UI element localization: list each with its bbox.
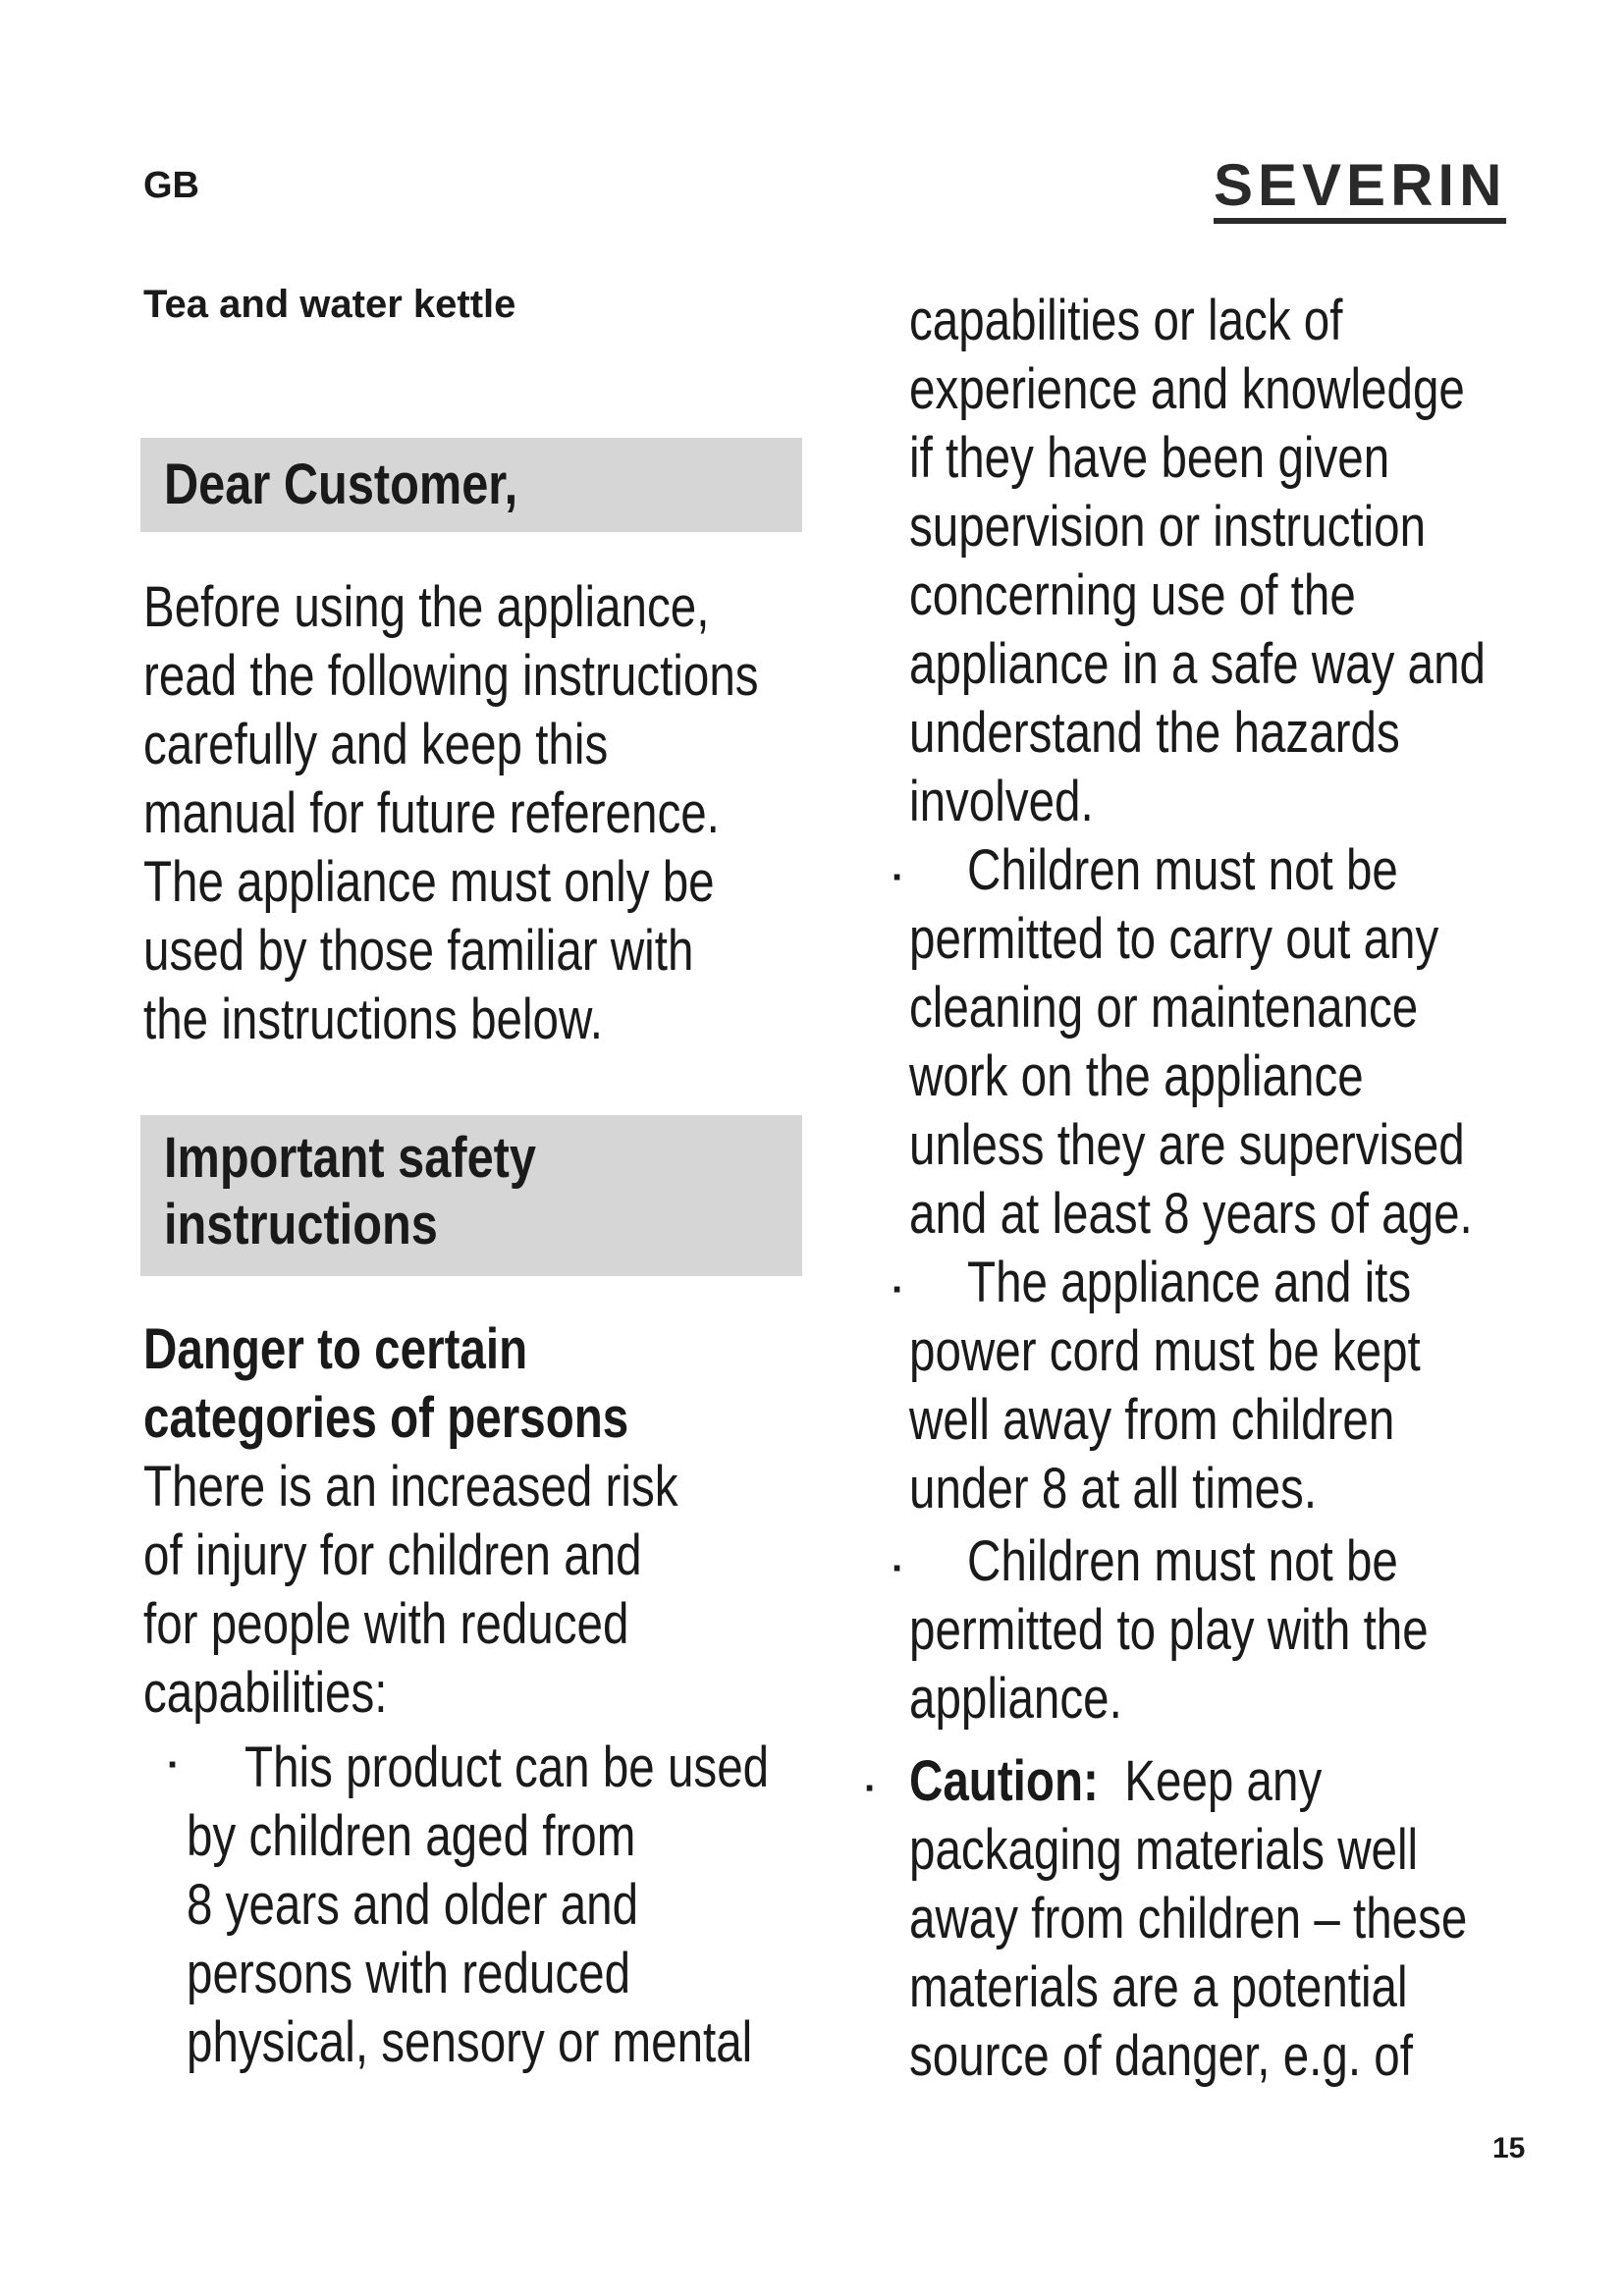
text-line: read the following instructions: [143, 644, 759, 708]
text-line: physical, sensory or mental: [187, 2010, 753, 2074]
safety-heading-line: instructions: [164, 1193, 438, 1256]
text-line: under 8 at all times.: [909, 1457, 1318, 1521]
text-line: used by those familiar with: [143, 919, 694, 983]
text-line: 8 years and older and: [187, 1873, 639, 1937]
text-line: unless they are supervised: [909, 1113, 1465, 1177]
text-line: experience and knowledge: [909, 357, 1465, 421]
text-line: away from children – these: [909, 1887, 1468, 1950]
text-line: Children must not be: [967, 838, 1398, 902]
text-line: appliance.: [909, 1667, 1122, 1731]
text-line: packaging materials well: [909, 1818, 1419, 1882]
bullet-1-continuation: [909, 287, 1486, 836]
text-line: concerning use of the: [909, 563, 1356, 627]
text-line: Danger to certain: [143, 1317, 528, 1381]
text-line: power cord must be kept: [909, 1319, 1421, 1383]
text-line: appliance in a safe way and: [909, 632, 1486, 696]
text-line: permitted to carry out any: [909, 907, 1439, 971]
text-line: supervision or instruction: [909, 495, 1427, 559]
bullet-4-text: [909, 1527, 1429, 1734]
text-line: carefully and keep this: [143, 713, 609, 776]
document-title: Tea and water kettle: [143, 283, 516, 326]
caution-text: [909, 1747, 1467, 2091]
safety-heading-box: [140, 1115, 802, 1276]
text-line: The appliance must only be: [143, 850, 715, 914]
text-line: materials are a potential: [909, 1955, 1408, 2019]
bullet-icon: ·: [864, 1767, 878, 1810]
text-line: work on the appliance: [909, 1044, 1364, 1108]
text-line: The appliance and its: [967, 1251, 1412, 1314]
dear-customer-heading-box: [140, 438, 802, 532]
bullet-2-text: [909, 836, 1473, 1249]
text-line: involved.: [909, 770, 1094, 833]
brand-logo: SEVERIN: [1214, 155, 1506, 224]
text-line: Caution: Keep any: [909, 1749, 1323, 1813]
text-line: Children must not be: [967, 1529, 1398, 1593]
bullet-icon: ·: [892, 1268, 905, 1311]
dear-customer-heading: Dear Customer,: [164, 453, 518, 516]
text-line: the instructions below.: [143, 988, 603, 1051]
text-line: if they have been given: [909, 426, 1390, 490]
safety-heading-line: Important safety: [164, 1126, 537, 1190]
text-line: understand the hazards: [909, 701, 1400, 765]
text-line: cleaning or maintenance: [909, 976, 1419, 1040]
caution-label: Caution:: [909, 1749, 1099, 1813]
text-line: and at least 8 years of age.: [909, 1182, 1473, 1246]
text-line: well away from children: [909, 1388, 1395, 1452]
bullet-icon: ·: [892, 1547, 905, 1590]
text-line: of injury for children and: [143, 1523, 642, 1587]
text-line: This product can be used: [244, 1735, 770, 1799]
language-code: GB: [143, 165, 199, 206]
bullet-icon: ·: [892, 856, 905, 899]
text-line: capabilities or lack of: [909, 289, 1343, 352]
text-line: by children aged from: [187, 1804, 636, 1868]
text-line: for people with reduced: [143, 1592, 629, 1656]
text-line: permitted to play with the: [909, 1598, 1429, 1662]
text-line: There is an increased risk: [143, 1455, 678, 1519]
danger-paragraph: [143, 1453, 678, 1728]
bullet-3-text: [909, 1249, 1421, 1523]
danger-subheading: [143, 1315, 628, 1453]
safety-heading: [164, 1125, 536, 1258]
bullet-1-text: [187, 1734, 769, 2077]
text-line: Before using the appliance,: [143, 575, 710, 639]
text-line: categories of persons: [143, 1386, 629, 1450]
text-line: manual for future reference.: [143, 781, 720, 845]
intro-paragraph: [143, 573, 759, 1054]
page-number: 15: [1492, 2132, 1526, 2164]
text-line: persons with reduced: [187, 1942, 631, 2005]
text-line: source of danger, e.g. of: [909, 2024, 1413, 2088]
text-line: capabilities:: [143, 1661, 388, 1725]
bullet-icon: ·: [167, 1743, 181, 1787]
